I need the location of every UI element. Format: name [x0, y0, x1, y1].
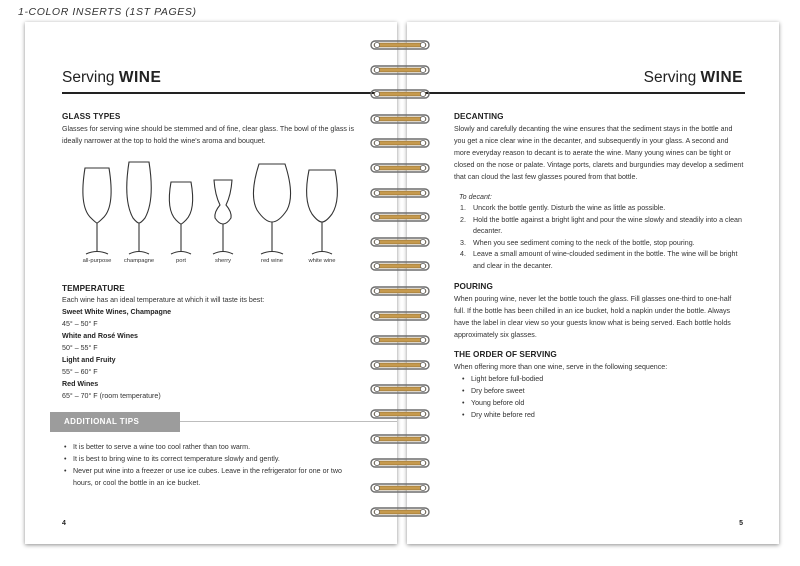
temperature-range: 65° – 70° F (room temperature) — [62, 392, 161, 400]
pouring-body: When pouring wine, never let the bottle touch the glass. Fill glasses one-third to one-half full. If the bottle has been chilled in an ice bucket, hold a napkin under the bottle. Always have the label in clear view so your guests know what is being served. Each bottle holds approximately six glasses. — [454, 295, 732, 339]
step-number: 4. — [460, 250, 466, 259]
spiral-coil — [370, 382, 430, 394]
list-item: • Dry white before red — [460, 409, 710, 421]
list-item: • Dry before sweet — [460, 385, 710, 397]
order-heading: THE ORDER OF SERVING — [454, 350, 557, 359]
step-text: Uncork the bottle gently. Disturb the wine as little as possible. — [473, 204, 666, 212]
spiral-coil — [370, 259, 430, 271]
champagne-glass-icon — [127, 162, 152, 254]
glass-label: champagne — [123, 258, 155, 264]
title-bold: WINE — [118, 69, 162, 86]
spiral-coil — [370, 309, 430, 321]
spiral-coil — [370, 112, 430, 124]
step-text: Leave a small amount of wine-clouded sediment in the bottle. The wine will be bright and clear in the decanter. — [473, 250, 738, 270]
spiral-coil — [370, 210, 430, 222]
spiral-coil — [370, 505, 430, 517]
title-rule — [407, 92, 745, 94]
additional-tips-banner: ADDITIONAL TIPS — [50, 412, 180, 432]
spiral-binding — [370, 38, 430, 528]
title-plain: Serving — [643, 69, 701, 86]
temperature-range: 55° – 60° F — [62, 368, 98, 376]
tips-divider — [180, 421, 397, 422]
port-glass-icon — [169, 182, 192, 254]
right-page — [407, 22, 779, 544]
red-wine-glass-icon — [253, 164, 290, 254]
spiral-coil — [370, 432, 430, 444]
spiral-coil — [370, 63, 430, 75]
decant-steps — [460, 203, 742, 273]
list-item: • It is best to bring wine to its correct temperature slowly and gently. — [62, 453, 357, 465]
list-item — [460, 215, 742, 238]
order-list — [460, 373, 710, 421]
title-bold: WINE — [700, 69, 743, 86]
glass-label: port — [176, 258, 186, 264]
decanting-body: Slowly and carefully decanting the wine ensures that the sediment stays in the bottle and you get a nice clear wine in the decanter, and subsequently in your glass. A second and more everyday reason to decant is to aerate the wine. Many young wines can be tight or closed on the nose or palate. Vintage ports, clarets and burgundies may develop a sediment that can cloud the last few glasses poured from that bottle. — [454, 125, 744, 181]
temperature-name: Red Wines — [62, 380, 99, 388]
decant-steps-intro: To decant: — [459, 193, 492, 201]
step-number: 1. — [460, 204, 466, 212]
spiral-coil — [370, 358, 430, 370]
title-rule — [62, 92, 397, 94]
tips-list — [62, 441, 357, 489]
wine-glasses-illustration — [73, 160, 353, 258]
step-text: When you see sediment coming to the neck of the bottle, stop pouring. — [473, 238, 695, 247]
glass-label: all-purpose — [82, 258, 112, 264]
decanting-heading: DECANTING — [454, 112, 504, 121]
white-wine-glass-icon — [307, 170, 338, 254]
temperature-name: Sweet White Wines, Champagne — [62, 308, 172, 316]
page-number: 5 — [739, 520, 743, 527]
list-item — [460, 203, 742, 215]
temperature-intro — [62, 294, 362, 402]
page-title — [644, 69, 743, 87]
page-number: 4 — [62, 520, 66, 527]
page-title — [62, 69, 161, 87]
temperature-range: 50° – 55° F — [62, 344, 98, 352]
temperature-range: 45° – 50° F — [62, 320, 98, 328]
list-item — [460, 238, 742, 250]
temperature-name: White and Rosé Wines — [62, 332, 139, 340]
step-number: 3. — [460, 238, 466, 247]
spiral-coil — [370, 284, 430, 296]
temperature-intro-text: Each wine has an ideal temperature at which it will taste its best: — [62, 296, 265, 304]
spiral-coil — [370, 407, 430, 419]
glass-types-heading: GLASS TYPES — [62, 112, 121, 121]
spiral-coil — [370, 235, 430, 247]
order-intro: When offering more than one wine, serve in the following sequence: — [454, 363, 668, 371]
list-item: • Light before full-bodied — [460, 373, 710, 385]
caption: 1-COLOR INSERTS (1ST PAGES) — [18, 6, 197, 18]
sherry-glass-icon — [213, 180, 233, 254]
left-page — [25, 22, 397, 544]
glass-label: white wine — [308, 258, 336, 264]
spiral-coil — [370, 456, 430, 468]
spiral-coil — [370, 136, 430, 148]
spiral-coil — [370, 161, 430, 173]
spiral-coil — [370, 87, 430, 99]
step-text: Hold the bottle against a bright light and pour the wine slowly and steadily into a clean decanter. — [473, 215, 742, 236]
list-item — [460, 249, 742, 272]
spiral-coil — [370, 481, 430, 493]
temperature-name: Light and Fruity — [62, 356, 116, 364]
all-purpose-glass-icon — [83, 168, 111, 254]
spiral-coil — [370, 38, 430, 50]
list-item: • It is better to serve a wine too cool rather than too warm. — [62, 441, 357, 453]
step-number: 2. — [460, 215, 466, 224]
list-item: • Young before old — [460, 397, 710, 409]
glass-label: red wine — [261, 258, 283, 264]
pouring-heading: POURING — [454, 282, 493, 291]
temperature-heading: TEMPERATURE — [62, 284, 125, 293]
spiral-coil — [370, 186, 430, 198]
spiral-coil — [370, 333, 430, 345]
glass-types-body: Glasses for serving wine should be stemmed and of fine, clear glass. The bowl of the glass is ideally narrower at the top to hold the wine's aroma and bouquet. — [62, 125, 355, 145]
title-plain: Serving — [62, 69, 119, 86]
glass-label: sherry — [214, 258, 232, 264]
list-item: • Never put wine into a freezer or use ice cubes. Leave in the refrigerator for one or two hours, or cool the bottle in an ice bucket. — [62, 465, 357, 489]
